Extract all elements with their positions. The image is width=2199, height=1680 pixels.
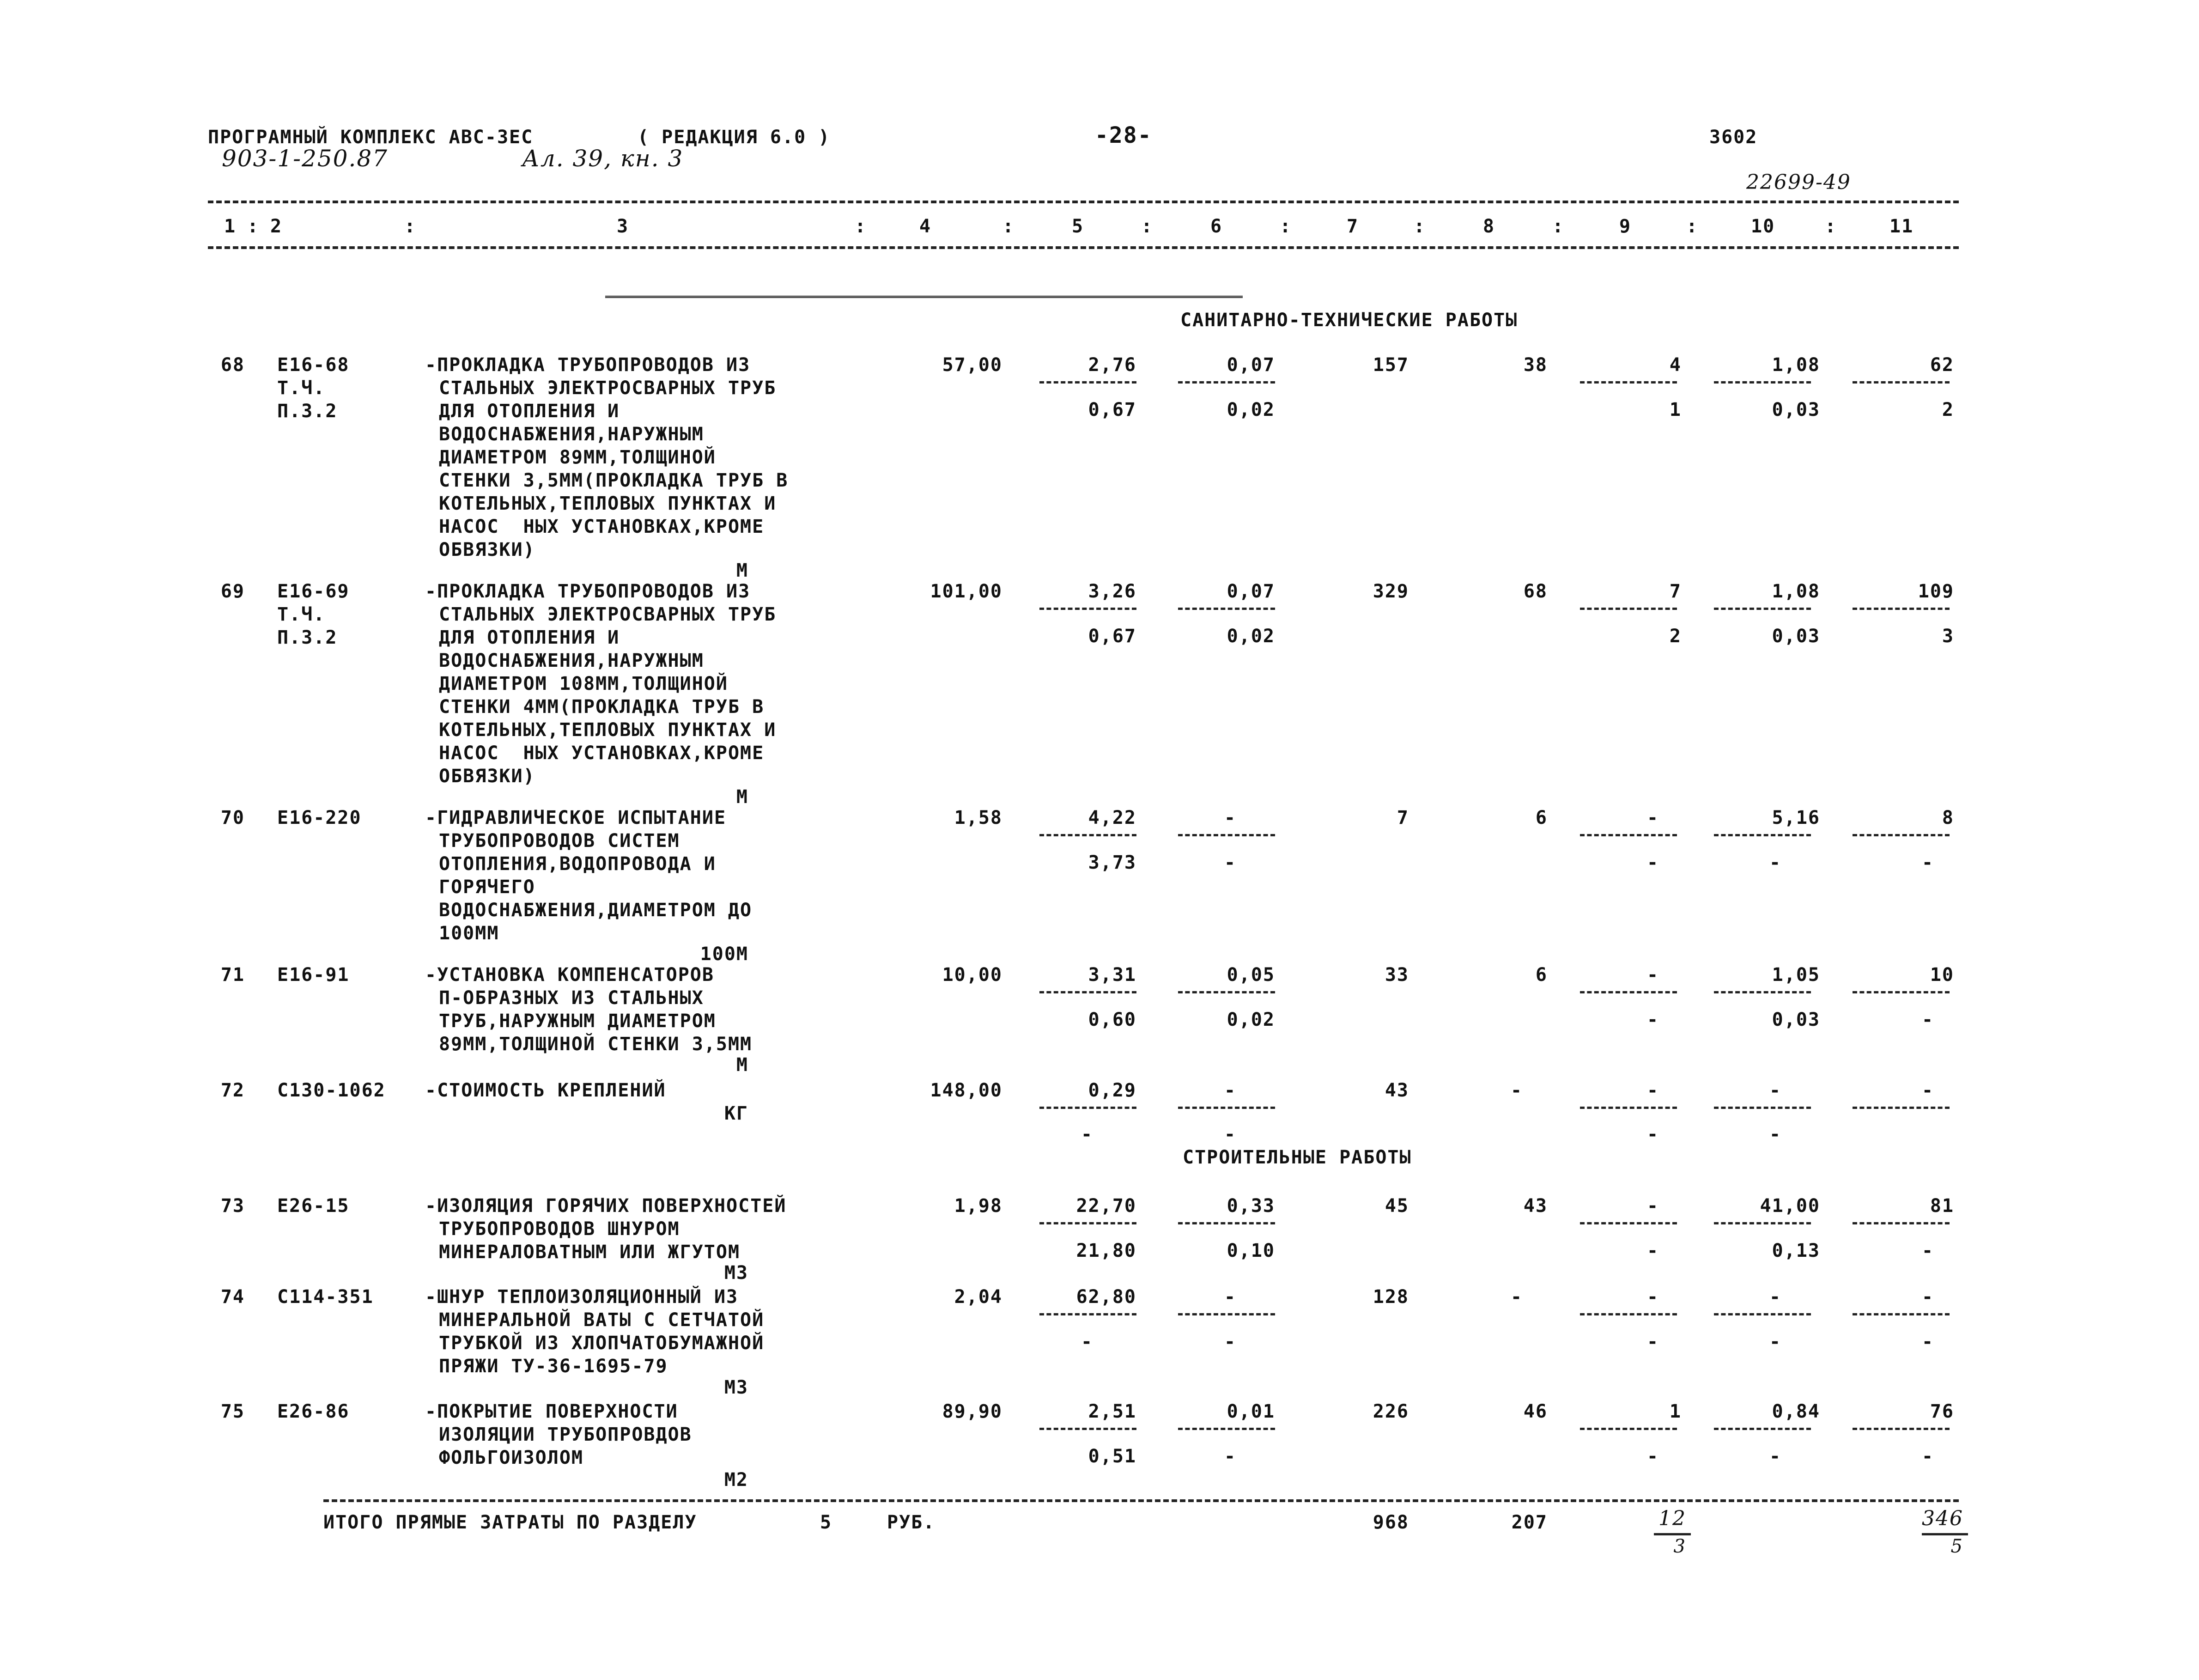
work-description: КОТЕЛЬНЫХ,ТЕПЛОВЫХ ПУНКТАХ И xyxy=(439,719,777,741)
unit-cost-machines: - xyxy=(1224,807,1237,828)
col-1: 1 xyxy=(224,216,237,237)
work-description: ДЛЯ ОТОПЛЕНИЯ И xyxy=(439,627,620,648)
work-description: ТРУБКОЙ ИЗ ХЛОПЧАТОБУМАЖНОЙ xyxy=(439,1333,765,1354)
unit: КГ xyxy=(724,1103,748,1124)
quantity: 89,90 xyxy=(942,1401,1002,1422)
sheet-code: 3602 xyxy=(1709,127,1758,148)
unit-cost-machines: 0,33 xyxy=(1227,1195,1275,1217)
col-3: 3 xyxy=(617,216,629,237)
total-cost: 157 xyxy=(1373,354,1409,376)
work-description: П-ОБРАЗНЫХ ИЗ СТАЛЬНЫХ xyxy=(439,987,704,1009)
labor-per-unit: - xyxy=(1769,1286,1782,1308)
labor-per-unit-machinists: - xyxy=(1769,1331,1782,1352)
rate-code: Е16-91 xyxy=(277,964,350,986)
total-machines-wages: 2 xyxy=(1669,626,1682,647)
header-top-rule xyxy=(208,201,1959,203)
unit-cost-machines-wages: 0,02 xyxy=(1227,399,1275,420)
labor-total: 109 xyxy=(1918,581,1954,602)
labor-per-unit: 1,08 xyxy=(1772,581,1820,602)
labor-per-unit-machinists: 0,03 xyxy=(1772,626,1820,647)
work-description: ВОДОСНАБЖЕНИЯ,ДИАМЕТРОМ ДО xyxy=(439,900,753,921)
totals-cost: 968 xyxy=(1373,1512,1409,1533)
work-description: -ГИДРАВЛИЧЕСКОЕ ИСПЫТАНИЕ xyxy=(425,807,727,828)
total-machines-wages: 1 xyxy=(1669,399,1682,420)
work-description: ОБВЯЗКИ) xyxy=(439,766,535,787)
work-description: -ШНУР ТЕПЛОИЗОЛЯЦИОННЫЙ ИЗ xyxy=(425,1286,739,1308)
unit-cost-wages: - xyxy=(1081,1124,1093,1145)
labor-total: 76 xyxy=(1930,1401,1954,1422)
col-11: 11 xyxy=(1889,216,1914,237)
unit: М xyxy=(736,560,748,581)
labor-total-machinists: - xyxy=(1922,1331,1934,1352)
work-description: СТЕНКИ 3,5ММ(ПРОКЛАДКА ТРУБ В xyxy=(439,470,789,491)
unit-cost-wages: 3,73 xyxy=(1088,852,1136,873)
unit-cost-machines-wages: - xyxy=(1224,1124,1237,1145)
unit-cost-machines: - xyxy=(1224,1080,1237,1101)
work-description: МИНЕРАЛЬНОЙ ВАТЫ С СЕТЧАТОЙ xyxy=(439,1309,765,1331)
labor-per-unit-machinists: 0,03 xyxy=(1772,399,1820,420)
unit-cost-wages: 21,80 xyxy=(1076,1240,1136,1261)
work-description: НАСОС НЫХ УСТАНОВКАХ,КРОМЕ xyxy=(439,743,765,764)
total-machines-wages: - xyxy=(1647,1124,1659,1145)
col-6: 6 xyxy=(1210,216,1223,237)
work-description: -ПОКРЫТИЕ ПОВЕРХНОСТИ xyxy=(425,1401,678,1422)
col-5: 5 xyxy=(1072,216,1084,237)
labor-total-machinists: - xyxy=(1922,852,1934,873)
work-description: ПРЯЖИ ТУ-36-1695-79 xyxy=(439,1356,668,1377)
total-wages: 43 xyxy=(1523,1195,1548,1217)
row-number: 70 xyxy=(220,807,245,828)
work-description: ДИАМЕТРОМ 89ММ,ТОЛЩИНОЙ xyxy=(439,447,716,468)
row-number: 68 xyxy=(220,354,245,376)
quantity: 2,04 xyxy=(954,1286,1002,1308)
work-description: МИНЕРАЛОВАТНЫМ ИЛИ ЖГУТОМ xyxy=(439,1242,741,1263)
quantity: 101,00 xyxy=(930,581,1002,602)
work-description: -УСТАНОВКА КОМПЕНСАТОРОВ xyxy=(425,964,714,986)
unit-cost-machines-wages: - xyxy=(1224,852,1237,873)
work-description: ГОРЯЧЕГО xyxy=(439,877,535,898)
unit-cost-machines-wages: - xyxy=(1224,1446,1237,1467)
unit-cost-machines-wages: 0,02 xyxy=(1227,1009,1275,1030)
totals-machines-top: 12 xyxy=(1658,1507,1686,1530)
col-8: 8 xyxy=(1483,216,1495,237)
total-machines: 4 xyxy=(1669,354,1682,376)
work-description: СТАЛЬНЫХ ЭЛЕКТРОСВАРНЫХ ТРУБ xyxy=(439,377,777,399)
quantity: 148,00 xyxy=(930,1080,1002,1101)
rate-code-note: Т.Ч. xyxy=(277,604,326,625)
total-machines: - xyxy=(1647,1286,1659,1308)
unit-cost: 3,31 xyxy=(1088,964,1136,986)
work-description: -ПРОКЛАДКА ТРУБОПРОВОДОВ ИЗ xyxy=(425,581,751,602)
row-number: 72 xyxy=(220,1080,245,1101)
total-machines-wages: - xyxy=(1647,852,1659,873)
labor-total-machinists: 3 xyxy=(1942,626,1954,647)
work-description: КОТЕЛЬНЫХ,ТЕПЛОВЫХ ПУНКТАХ И xyxy=(439,493,777,514)
work-description: НАСОС НЫХ УСТАНОВКАХ,КРОМЕ xyxy=(439,516,765,537)
total-wages: - xyxy=(1511,1286,1523,1308)
work-description: -ПРОКЛАДКА ТРУБОПРОВОДОВ ИЗ xyxy=(425,354,751,376)
unit-cost-machines: 0,07 xyxy=(1227,581,1275,602)
program-title: ПРОГРАМНЫЙ КОМПЛЕКС АВС-ЗЕС xyxy=(208,127,534,148)
row-number: 75 xyxy=(220,1401,245,1422)
col-7: 7 xyxy=(1347,216,1359,237)
unit-cost-machines: - xyxy=(1224,1286,1237,1308)
work-description: ТРУБ,НАРУЖНЫМ ДИАМЕТРОМ xyxy=(439,1010,716,1032)
handwritten-album-ref: Ал. 39, кн. 3 xyxy=(522,145,684,172)
unit: М2 xyxy=(724,1469,748,1491)
totals-rule xyxy=(323,1499,1959,1502)
totals-labor-bottom: 5 xyxy=(1950,1536,1963,1557)
estimate-page: ПРОГРАМНЫЙ КОМПЛЕКС АВС-ЗЕС ( РЕДАКЦИЯ 6.0 ) -28- 3602 903-1-250.87 Ал. 39, кн. 3 22699-49 1 2 3 4 5 6 7 8 9 10 11 : : : : : : : : : : САНИТАРНО-ТЕХНИЧЕСКИЕ РАБОТЫ 68 Е16-68 Т.Ч. П.3.2 -ПРОКЛАДКА ТРУБОПРОВОДОВ ИЗ СТАЛЬНЫХ ЭЛЕКТРОСВАРНЫХ ТРУБ ДЛЯ ОТОПЛЕНИЯ И ВОДОСНАБЖЕНИЯ,НАРУЖНЫМ ДИАМЕТРОМ 89ММ,ТОЛЩИНОЙ СТЕНКИ 3,5ММ(ПРОКЛАДКА ТРУБ В КОТЕЛЬНЫХ,ТЕПЛОВЫХ ПУНКТАХ И НАСОС НЫХ УСТАНОВКАХ,КРОМЕ ОБВЯЗКИ) М 57,00 2,76 0,67 0,07 0,02 157 38 4 1 1,08 0,03 62 2 69 Е16-69 Т.Ч. П.3.2 -ПРОКЛАДКА ТРУБОПРОВОДОВ ИЗ СТАЛЬНЫХ ЭЛЕКТРОСВАРНЫХ ТРУБ ДЛЯ ОТОПЛЕНИЯ И ВОДОСНАБЖЕНИЯ,НАРУЖНЫМ ДИАМЕТРОМ 108ММ,ТОЛЩИНОЙ СТЕНКИ 4ММ(ПРОКЛАДКА ТРУБ В КОТЕЛЬНЫХ,ТЕПЛОВЫХ ПУНКТАХ И НАСОС НЫХ УСТАНОВКАХ,КРОМЕ ОБВЯЗКИ) М 101,00 3,26 0,67 0,07 0,02 329 68 7 2 1,08 0,03 109 3 70 Е16-220 -ГИДРАВЛИЧЕСКОЕ ИСПЫТАНИЕ ТРУБОПРОВОДОВ СИСТЕМ ОТОПЛЕНИЯ,ВОДОПРОВОДА И ГОРЯЧЕГО ВОДОСНАБЖЕНИЯ,ДИАМЕТРОМ ДО 100ММ 100М 1,58 4,22 3,73 - - 7 6 - - 5,16 - 8 - 71 Е16-91 -УСТАНОВКА КОМПЕНСАТОРОВ П-ОБРАЗНЫХ ИЗ СТАЛЬНЫХ ТРУБ,НАРУЖНЫМ ДИАМЕТРОМ 89ММ,ТОЛЩИНОЙ СТЕНКИ 3,5ММ М 10,00 3,31 0,60 0,05 0,02 33 6 - - 1,05 0,03 10 - 72 С130-1062 -СТОИМОСТЬ КРЕПЛЕНИЙ КГ 148,00 0,29 - - - 43 - - - - - - СТРОИТЕЛЬНЫЕ РАБОТЫ 73 Е26-15 -ИЗОЛЯЦИЯ ГОРЯЧИХ ПОВЕРХНОСТЕЙ ТРУБОПРОВОДОВ ШНУРОМ МИНЕРАЛОВАТНЫМ ИЛИ ЖГУТОМ М3 1,98 22,70 21,80 0,33 0,10 45 43 - - 41,00 0,13 81 - 74 С114-351 -ШНУР ТЕПЛОИЗОЛЯЦИОННЫЙ ИЗ МИНЕРАЛЬНОЙ ВАТЫ С СЕТЧАТОЙ ТРУБКОЙ ИЗ ХЛОПЧАТОБУМАЖНОЙ ПРЯЖИ ТУ-36-1695-79 М3 2,04 62,80 - - - 128 - - - - - - - 75 Е26-86 -ПОКРЫТИЕ ПОВЕРХНОСТИ ИЗОЛЯЦИИ ТРУБОПРОВДОВ ФОЛЬГОИЗОЛОМ М2 89,90 2,51 0,51 0,01 - 226 46 1 - 0,84 - 76 - ИТОГО ПРЯМЫЕ ЗАТРАТЫ ПО РАЗДЕЛУ 5 РУБ. 968 207 12 3 346 5 xyxy=(0,0,2199,1680)
work-description: 100ММ xyxy=(439,923,499,944)
section-title-construction: СТРОИТЕЛЬНЫЕ РАБОТЫ xyxy=(1183,1147,1412,1168)
totals-section: 5 xyxy=(820,1512,832,1533)
unit-cost-machines-wages: 0,10 xyxy=(1227,1240,1275,1261)
work-description: ТРУБОПРОВОДОВ СИСТЕМ xyxy=(439,830,680,852)
col-9: 9 xyxy=(1619,216,1632,237)
unit-cost: 3,26 xyxy=(1088,581,1136,602)
unit-cost: 2,51 xyxy=(1088,1401,1136,1422)
total-wages: 6 xyxy=(1535,807,1548,828)
rate-code: Е16-68 xyxy=(277,354,350,376)
rate-code-note: П.3.2 xyxy=(277,401,338,422)
labor-total: 8 xyxy=(1942,807,1954,828)
total-wages: 68 xyxy=(1523,581,1548,602)
unit-cost-machines: 0,07 xyxy=(1227,354,1275,376)
labor-total: - xyxy=(1922,1286,1934,1308)
unit-cost-machines: 0,05 xyxy=(1227,964,1275,986)
rate-code: С130-1062 xyxy=(277,1080,386,1101)
unit-cost-machines: 0,01 xyxy=(1227,1401,1275,1422)
unit-cost-wages: 0,60 xyxy=(1088,1009,1136,1030)
total-cost: 43 xyxy=(1385,1080,1409,1101)
total-machines-wages: - xyxy=(1647,1240,1659,1261)
total-machines-wages: - xyxy=(1647,1009,1659,1030)
rate-code: Е26-15 xyxy=(277,1195,350,1217)
labor-total: 10 xyxy=(1930,964,1954,986)
labor-per-unit: 1,08 xyxy=(1772,354,1820,376)
quantity: 10,00 xyxy=(942,964,1002,986)
total-machines-wages: - xyxy=(1647,1331,1659,1352)
rate-code: Е16-220 xyxy=(277,807,362,828)
totals-label: ИТОГО ПРЯМЫЕ ЗАТРАТЫ ПО РАЗДЕЛУ xyxy=(323,1512,697,1533)
labor-total: 62 xyxy=(1930,354,1954,376)
quantity: 57,00 xyxy=(942,354,1002,376)
edition-label: ( РЕДАКЦИЯ 6.0 ) xyxy=(638,127,831,148)
rate-code: С114-351 xyxy=(277,1286,374,1308)
quantity: 1,98 xyxy=(954,1195,1002,1217)
row-number: 73 xyxy=(220,1195,245,1217)
labor-total: 81 xyxy=(1930,1195,1954,1217)
total-cost: 7 xyxy=(1397,807,1409,828)
handwritten-project-code: 903-1-250.87 xyxy=(222,145,388,172)
work-description: ВОДОСНАБЖЕНИЯ,НАРУЖНЫМ xyxy=(439,424,704,445)
unit: М3 xyxy=(724,1262,748,1284)
labor-per-unit: 0,84 xyxy=(1772,1401,1820,1422)
totals-machines-bottom: 3 xyxy=(1673,1536,1686,1557)
unit-cost: 62,80 xyxy=(1076,1286,1136,1308)
page-number: -28- xyxy=(1095,122,1152,148)
work-description: ОТОПЛЕНИЯ,ВОДОПРОВОДА И xyxy=(439,853,716,875)
labor-per-unit-machinists: - xyxy=(1769,1446,1782,1467)
work-description: ФОЛЬГОИЗОЛОМ xyxy=(439,1447,583,1468)
totals-wages: 207 xyxy=(1511,1512,1548,1533)
labor-per-unit-machinists: 0,13 xyxy=(1772,1240,1820,1261)
total-machines: - xyxy=(1647,1080,1659,1101)
labor-total-machinists: - xyxy=(1922,1009,1934,1030)
header-bottom-rule xyxy=(208,246,1959,249)
totals-currency: РУБ. xyxy=(887,1512,935,1533)
row-number: 71 xyxy=(220,964,245,986)
total-machines: 7 xyxy=(1669,581,1682,602)
work-description: -ИЗОЛЯЦИЯ ГОРЯЧИХ ПОВЕРХНОСТЕЙ xyxy=(425,1195,787,1217)
work-description: ДЛЯ ОТОПЛЕНИЯ И xyxy=(439,401,620,422)
labor-total-machinists: - xyxy=(1922,1446,1934,1467)
labor-per-unit: 5,16 xyxy=(1772,807,1820,828)
labor-total: - xyxy=(1922,1080,1934,1101)
total-wages: 46 xyxy=(1523,1401,1548,1422)
total-cost: 45 xyxy=(1385,1195,1409,1217)
section-title-plumbing: САНИТАРНО-ТЕХНИЧЕСКИЕ РАБОТЫ xyxy=(1180,310,1518,331)
work-description: -СТОИМОСТЬ КРЕПЛЕНИЙ xyxy=(425,1080,666,1101)
labor-total-machinists: - xyxy=(1922,1240,1934,1261)
row-number: 69 xyxy=(220,581,245,602)
totals-labor-top: 346 xyxy=(1922,1507,1963,1530)
unit-cost-wages: 0,67 xyxy=(1088,626,1136,647)
total-machines-wages: - xyxy=(1647,1446,1659,1467)
unit-cost-machines-wages: 0,02 xyxy=(1227,626,1275,647)
unit-cost: 0,29 xyxy=(1088,1080,1136,1101)
total-cost: 226 xyxy=(1373,1401,1409,1422)
unit: М xyxy=(736,1054,748,1076)
total-cost: 128 xyxy=(1373,1286,1409,1308)
total-cost: 329 xyxy=(1373,581,1409,602)
work-description: ВОДОСНАБЖЕНИЯ,НАРУЖНЫМ xyxy=(439,650,704,671)
labor-per-unit-machinists: - xyxy=(1769,1124,1782,1145)
work-description: ИЗОЛЯЦИИ ТРУБОПРОВДОВ xyxy=(439,1424,692,1445)
labor-per-unit-machinists: - xyxy=(1769,852,1782,873)
rate-code: Е26-86 xyxy=(277,1401,350,1422)
unit-cost-wages: 0,67 xyxy=(1088,399,1136,420)
total-wages: 38 xyxy=(1523,354,1548,376)
unit-cost: 2,76 xyxy=(1088,354,1136,376)
unit-cost: 22,70 xyxy=(1076,1195,1136,1217)
total-wages: 6 xyxy=(1535,964,1548,986)
unit: М3 xyxy=(724,1377,748,1398)
total-machines: - xyxy=(1647,1195,1659,1217)
quantity: 1,58 xyxy=(954,807,1002,828)
col-4: 4 xyxy=(919,216,932,237)
total-machines: - xyxy=(1647,964,1659,986)
total-cost: 33 xyxy=(1385,964,1409,986)
labor-per-unit: 41,00 xyxy=(1760,1195,1820,1217)
work-description: ДИАМЕТРОМ 108ММ,ТОЛЩИНОЙ xyxy=(439,673,728,694)
labor-per-unit: 1,05 xyxy=(1772,964,1820,986)
unit: М xyxy=(736,786,748,808)
total-machines: 1 xyxy=(1669,1401,1682,1422)
col-10: 10 xyxy=(1751,216,1775,237)
rate-code-note: Т.Ч. xyxy=(277,377,326,399)
work-description: ОБВЯЗКИ) xyxy=(439,539,535,560)
col-2: 2 xyxy=(270,216,283,237)
unit-cost: 4,22 xyxy=(1088,807,1136,828)
work-description: СТАЛЬНЫХ ЭЛЕКТРОСВАРНЫХ ТРУБ xyxy=(439,604,777,625)
unit-cost-wages: - xyxy=(1081,1331,1093,1352)
total-machines: - xyxy=(1647,807,1659,828)
labor-per-unit: - xyxy=(1769,1080,1782,1101)
section-rule xyxy=(605,296,1243,298)
work-description: ТРУБОПРОВОДОВ ШНУРОМ xyxy=(439,1218,680,1240)
row-number: 74 xyxy=(220,1286,245,1308)
labor-per-unit-machinists: 0,03 xyxy=(1772,1009,1820,1030)
unit-cost-wages: 0,51 xyxy=(1088,1446,1136,1467)
work-description: 89ММ,ТОЛЩИНОЙ СТЕНКИ 3,5ММ xyxy=(439,1034,753,1055)
unit: 100М xyxy=(700,943,748,965)
unit-cost-machines-wages: - xyxy=(1224,1331,1237,1352)
rate-code: Е16-69 xyxy=(277,581,350,602)
rate-code-note: П.3.2 xyxy=(277,627,338,648)
total-wages: - xyxy=(1511,1080,1523,1101)
handwritten-inventory-number: 22699-49 xyxy=(1746,170,1851,194)
work-description: СТЕНКИ 4ММ(ПРОКЛАДКА ТРУБ В xyxy=(439,696,765,718)
labor-total-machinists: 2 xyxy=(1942,399,1954,420)
